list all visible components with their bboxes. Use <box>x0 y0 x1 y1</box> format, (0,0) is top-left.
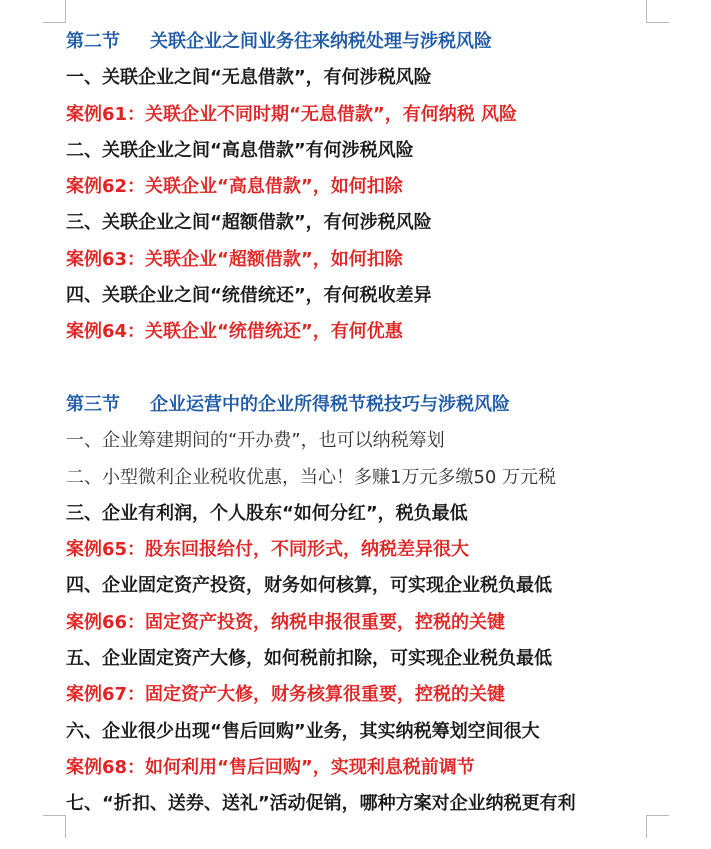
section-title: 关联企业之间业务往来纳税处理与涉税风险 <box>150 31 492 52</box>
outline-item: 一、关联企业之间“无息借款”，有何涉税风险 <box>66 67 432 89</box>
case-item: 案例62：关联企业“高息借款”，如何扣除 <box>66 176 403 198</box>
case-item: 案例63：关联企业“超额借款”，如何扣除 <box>66 248 403 270</box>
document-body <box>66 24 666 823</box>
section-number: 第三节 <box>66 393 120 415</box>
outline-item: 二、小型微利企业税收优惠，当心！多赚1万元多缴50 万元税 <box>66 466 557 488</box>
case-item: 案例66：固定资产投资，纳税申报很重要，控税的关键 <box>66 611 506 633</box>
outline-item: 五、企业固定资产大修，如何税前扣除，可实现企业税负最低 <box>66 648 552 670</box>
outline-item: 一、企业筹建期间的“开办费”，也可以纳税筹划 <box>66 430 445 452</box>
case-item: 案例65：股东回报给付，不同形式，纳税差异很大 <box>66 539 470 561</box>
section-heading-2 <box>66 24 666 60</box>
page-corner-top-right <box>646 0 669 23</box>
section-title: 企业运营中的企业所得税节税技巧与涉税风险 <box>150 393 510 415</box>
outline-item: 四、企业固定资产投资，财务如何核算，可实现企业税负最低 <box>66 575 552 597</box>
section-number: 第二节 <box>66 31 120 52</box>
outline-item: 六、企业很少出现“售后回购”业务，其实纳税筹划空间很大 <box>66 720 540 742</box>
case-item: 案例64：关联企业“统借统还”，有何优惠 <box>66 321 403 343</box>
page-corner-top-left <box>43 0 66 23</box>
case-item: 案例68：如何利用“售后回购”，实现利息税前调节 <box>66 756 475 778</box>
outline-item: 三、关联企业之间“超额借款”，有何涉税风险 <box>66 212 432 234</box>
case-item: 案例67：固定资产大修，财务核算很重要，控税的关键 <box>66 684 506 706</box>
outline-item: 二、关联企业之间“高息借款”有何涉税风险 <box>66 139 414 161</box>
outline-item: 七、“折扣、送券、送礼”活动促销，哪种方案对企业纳税更有利 <box>66 793 576 815</box>
outline-item: 四、关联企业之间“统借统还”，有何税收差异 <box>66 285 432 307</box>
blank-line <box>66 351 666 387</box>
case-item: 案例61：关联企业不同时期“无息借款”，有何纳税 风险 <box>66 103 517 125</box>
page-corner-bottom-left <box>43 815 66 838</box>
section-heading-3 <box>66 387 666 423</box>
outline-item: 三、企业有利润，个人股东“如何分红”，税负最低 <box>66 502 468 524</box>
